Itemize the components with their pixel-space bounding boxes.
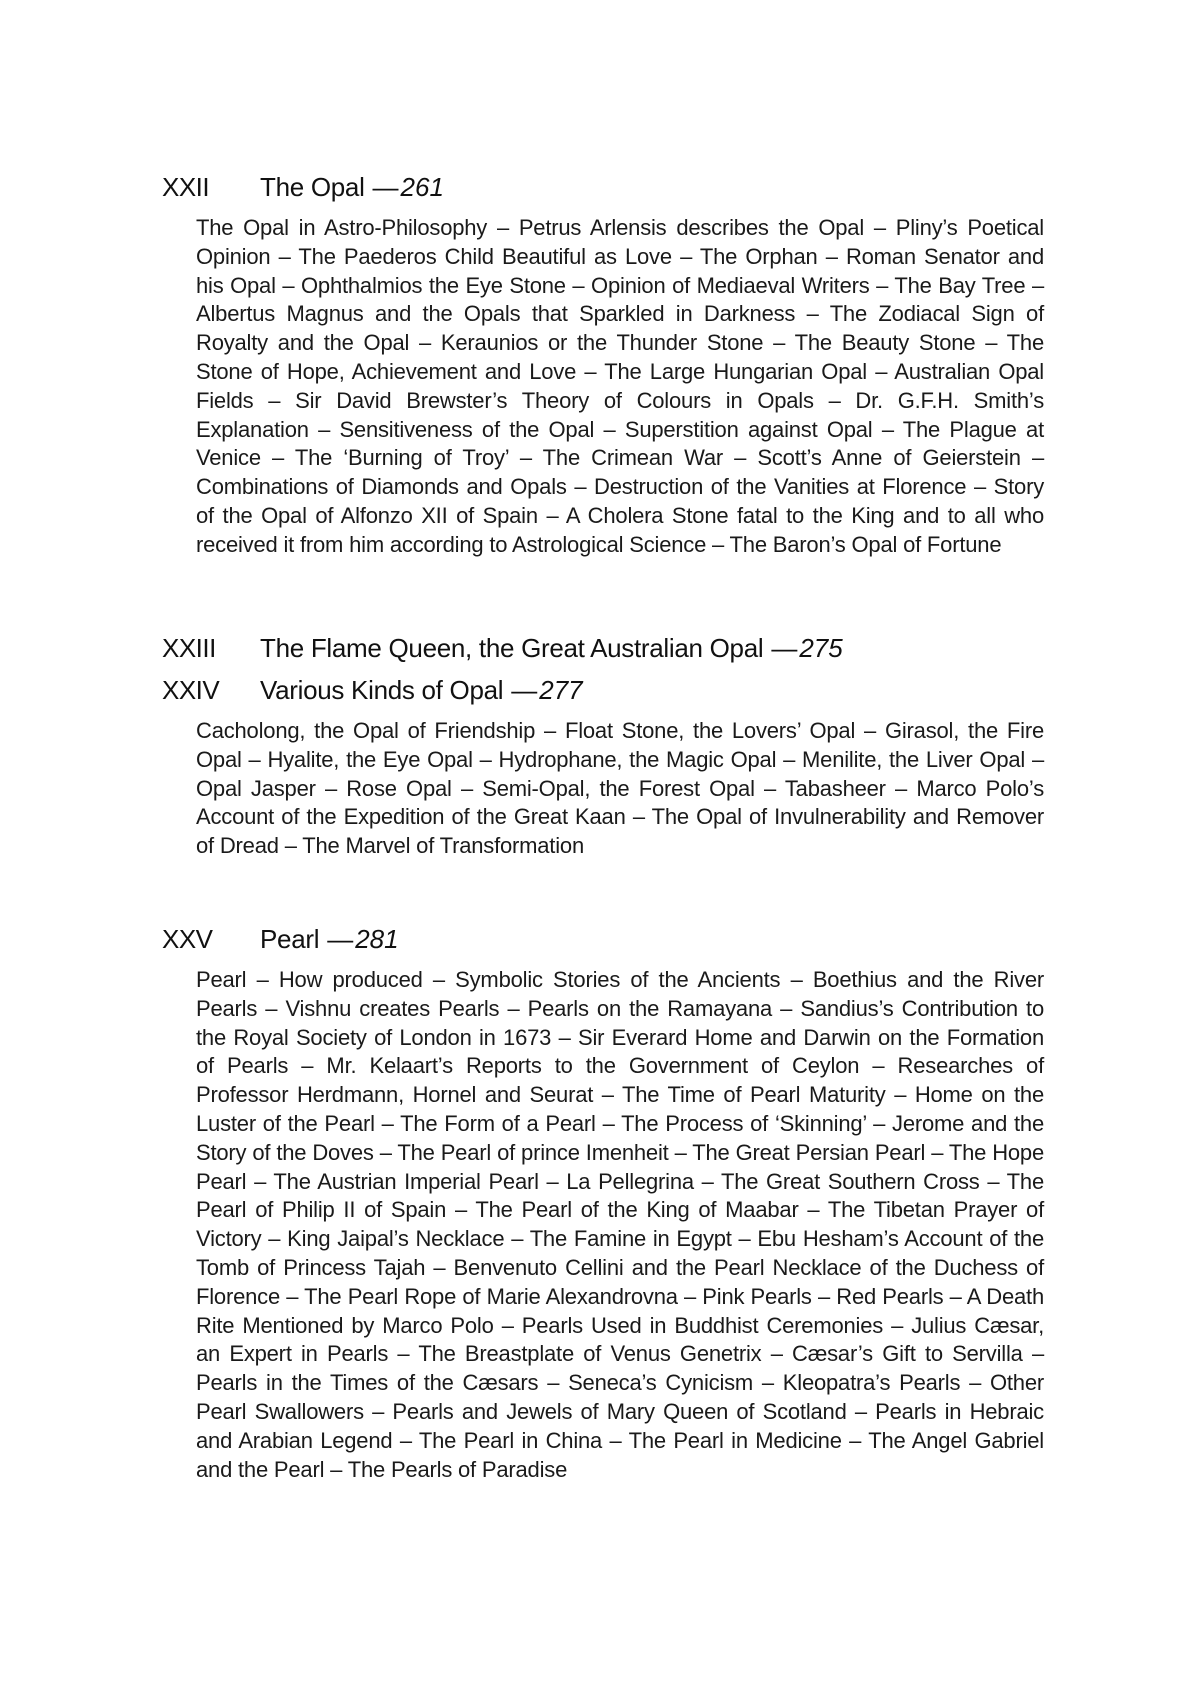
chapter-synopsis: The Opal in Astro-Philosophy – Petrus Arlensis describes the Opal – Pliny’s Poetical Opinion – The Paederos Child Beautiful as Love – The Orphan – Roman Senator and his Opal – Ophthalmios the Eye Stone – Opinion of Mediaeval Writers – The Bay Tree – Albertus Magnus and the Opals that Sparkled in Darkness – The Zodiacal Sign of Royalty and the Opal – Keraunios or the Thunder Stone – The Beauty Stone – The Stone of Hope, Achievement and Love – The Large Hungarian Opal – Australian Opal Fields – Sir David Brewster’s Theory of Colours in Opals – Dr. G.F.H. Smith’s Explanation – Sensitiveness of the Opal – Superstition against Opal – The Plague at Venice – The ‘Burning of Troy’ – The Crimean War – Scott’s Anne of Geierstein – Combinations of Diamonds and Opals – Destruction of the Vanities at Florence – Story of the Opal of Alfonzo XII of Spain – A Cholera Stone fatal to the King and to all who received it from him according to Astrological Science – The Baron’s Opal of Fortune [196,215,1044,557]
chapter-heading [162,633,1044,673]
chapter-entry-xxii [162,172,1044,560]
chapter-page-number: 261 [400,172,444,202]
chapter-title: Various Kinds of Opal [260,675,504,705]
chapter-page-number: 275 [799,633,843,663]
chapter-page-number: 277 [539,675,583,705]
chapter-entry-xxv [162,924,1044,1484]
chapter-heading [162,924,1044,964]
chapter-heading [162,172,1044,212]
page-separator: — [327,924,354,954]
chapter-synopsis: Cacholong, the Opal of Friendship – Float Stone, the Lovers’ Opal – Girasol, the Fire Opal – Hyalite, the Eye Opal – Hydrophane, the Magic Opal – Menilite, the Liver Opal – Opal Jasper – Rose Opal – Semi-Opal, the Forest Opal – Tabasheer – Marco Polo’s Account of the Expedition of the Great Kaan – The Opal of Invulnerability and Remover of Dread – The Marvel of Transformation [196,718,1044,859]
chapter-title: The Opal [260,172,365,202]
chapter-numeral: XXV [162,924,213,954]
chapter-synopsis: Pearl – How produced – Symbolic Stories of the Ancients – Boethius and the River Pearls – Vishnu creates Pearls – Pearls on the Ramayana – Sandius’s Contribution to the Royal Society of London in 1673 – Sir Everard Home and Darwin on the Formation of Pearls – Mr. Kelaart’s Reports to the Government of Ceylon – Researches of Professor Herdmann, Hornel and Seurat – The Time of Pearl Maturity – Home on the Luster of the Pearl – The Form of a Pearl – The Process of ‘Skinning’ – Jerome and the Story of the Doves – The Pearl of prince Imenheit – The Great Persian Pearl – The Hope Pearl – The Austrian Imperial Pearl – La Pellegrina – The Great Southern Cross – The Pearl of Philip II of Spain – The Pearl of the King of Maabar – The Tibetan Prayer of Victory – King Jaipal’s Necklace – The Famine in Egypt – Ebu Hesham’s Account of the Tomb of Princess Tajah – Benvenuto Cellini and the Pearl Necklace of the Duchess of Florence – The Pearl Rope of Marie Alexandrovna – Pink Pearls – Red Pearls – A Death Rite Mentioned by Marco Polo – Pearls Used in Buddhist Ceremonies – Julius Cæsar, an Expert in Pearls – The Breastplate of Venus Genetrix – Cæsar’s Gift to Servilla – Pearls in the Times of the Cæsars – Seneca’s Cynicism – Kleopatra’s Pearls – Other Pearl Swallowers – Pearls and Jewels of Mary Queen of Scotland – Pearls in Hebraic and Arabian Legend – The Pearl in China – The Pearl in Medicine – The Angel Gabriel and the Pearl – The Pearls of Paradise [196,967,1044,1482]
page-separator: — [771,633,798,663]
chapter-heading [162,675,1044,715]
chapter-numeral: XXIV [162,675,220,705]
chapter-page-number: 281 [355,924,399,954]
chapter-entry-xxiii [162,633,1044,673]
page-separator: — [511,675,538,705]
chapter-numeral: XXII [162,172,210,202]
chapter-title: The Flame Queen, the Great Australian Opal [260,633,764,663]
chapter-numeral: XXIII [162,633,216,663]
chapter-entry-xxiv [162,675,1044,861]
chapter-title: Pearl [260,924,320,954]
page-separator: — [372,172,399,202]
